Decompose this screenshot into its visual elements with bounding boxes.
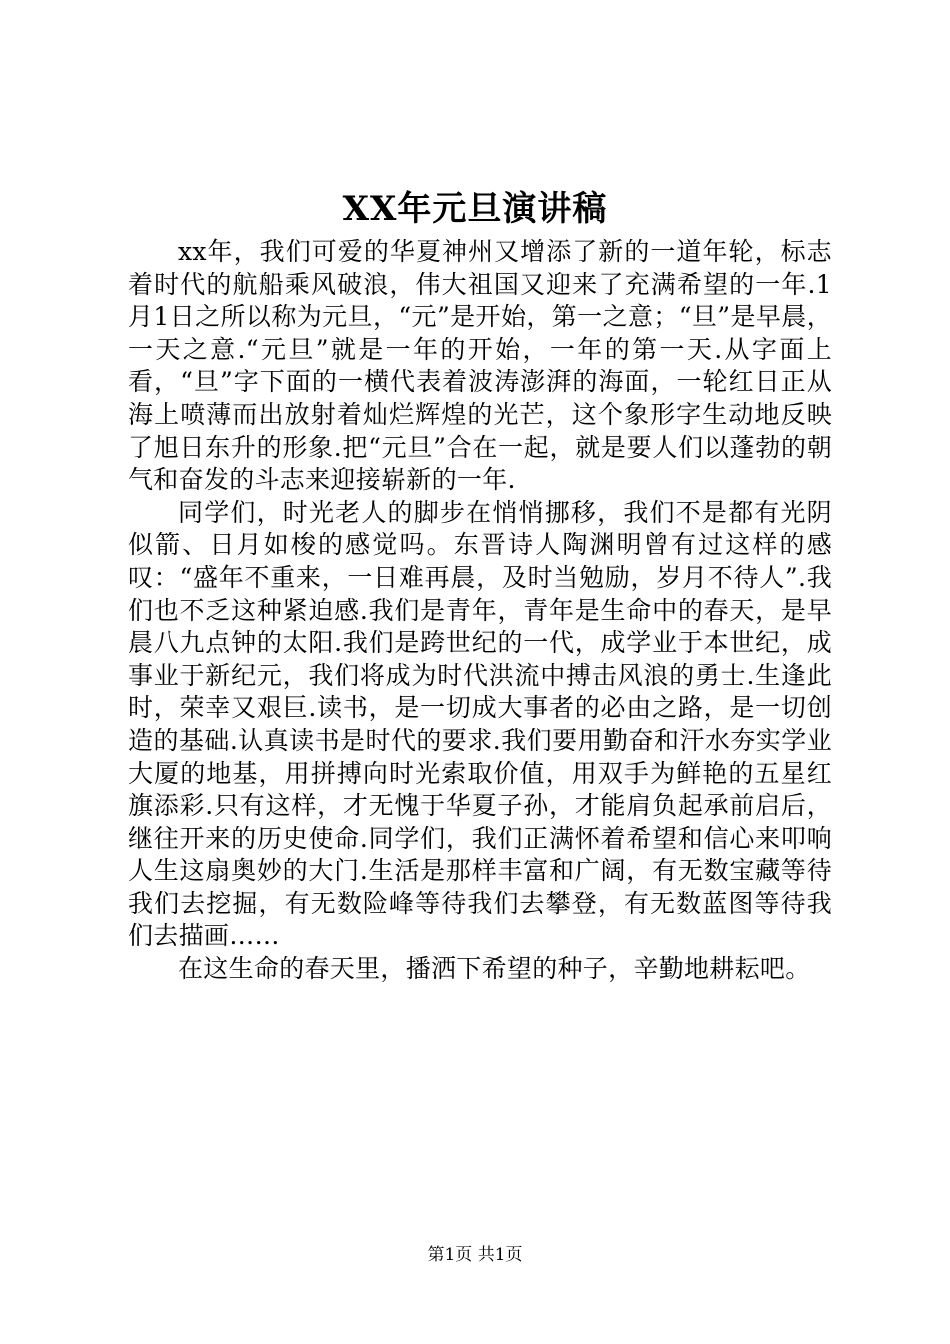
- page-number-footer: 第1页 共1页: [427, 1245, 523, 1265]
- paragraph-1: xx年，我们可爱的华夏神州又增添了新的一道年轮，标志着时代的航船乘风破浪，伟大祖国又迎来了充满希望的一年.1月1日之所以称为元旦，“元”是开始，第一之意；“旦”是早晨，一天之意.“元旦”就是一年的开始，一年的第一天.从字面上看，“旦”字下面的一横代表着波涛澎湃的海面，一轮红日正从海上喷薄而出放射着灿烂辉煌的光芒，这个象形字生动地反映了旭日东升的形象.把“元旦”合在一起，就是要人们以蓬勃的朝气和奋发的斗志来迎接崭新的一年.: [128, 237, 832, 495]
- page-title: XX年元旦演讲稿: [342, 189, 608, 229]
- paragraph-3: 在这生命的春天里，播洒下希望的种子，辛勤地耕耘吧。: [178, 954, 811, 984]
- document-body: [128, 236, 832, 986]
- paragraph-2: 同学们，时光老人的脚步在悄悄挪移，我们不是都有光阴似箭、日月如梭的感觉吗。东晋诗人陶渊明曾有过这样的感叹：“盛年不重来，一日难再晨，及时当勉励，岁月不待人”.我们也不乏这种紧迫感.我们是青年，青年是生命中的春天，是早晨八九点钟的太阳.我们是跨世纪的一代，成学业于本世纪，成事业于新纪元，我们将成为时代洪流中搏击风浪的勇士.生逢此时，荣幸又艰巨.读书，是一切成大事者的必由之路，是一切创造的基础.认真读书是时代的要求.我们要用勤奋和汗水夯实学业大厦的地基，用拼搏向时光索取价值，用双手为鲜艳的五星红旗添彩.只有这样，才无愧于华夏子孙，才能肩负起承前启后，继往开来的历史使命.同学们，我们正满怀着希望和信心来叩响人生这扇奥妙的大门.生活是那样丰富和广阔，有无数宝藏等待我们去挖掘，有无数险峰等待我们去攀登，有无数蓝图等待我们去描画……: [128, 497, 832, 951]
